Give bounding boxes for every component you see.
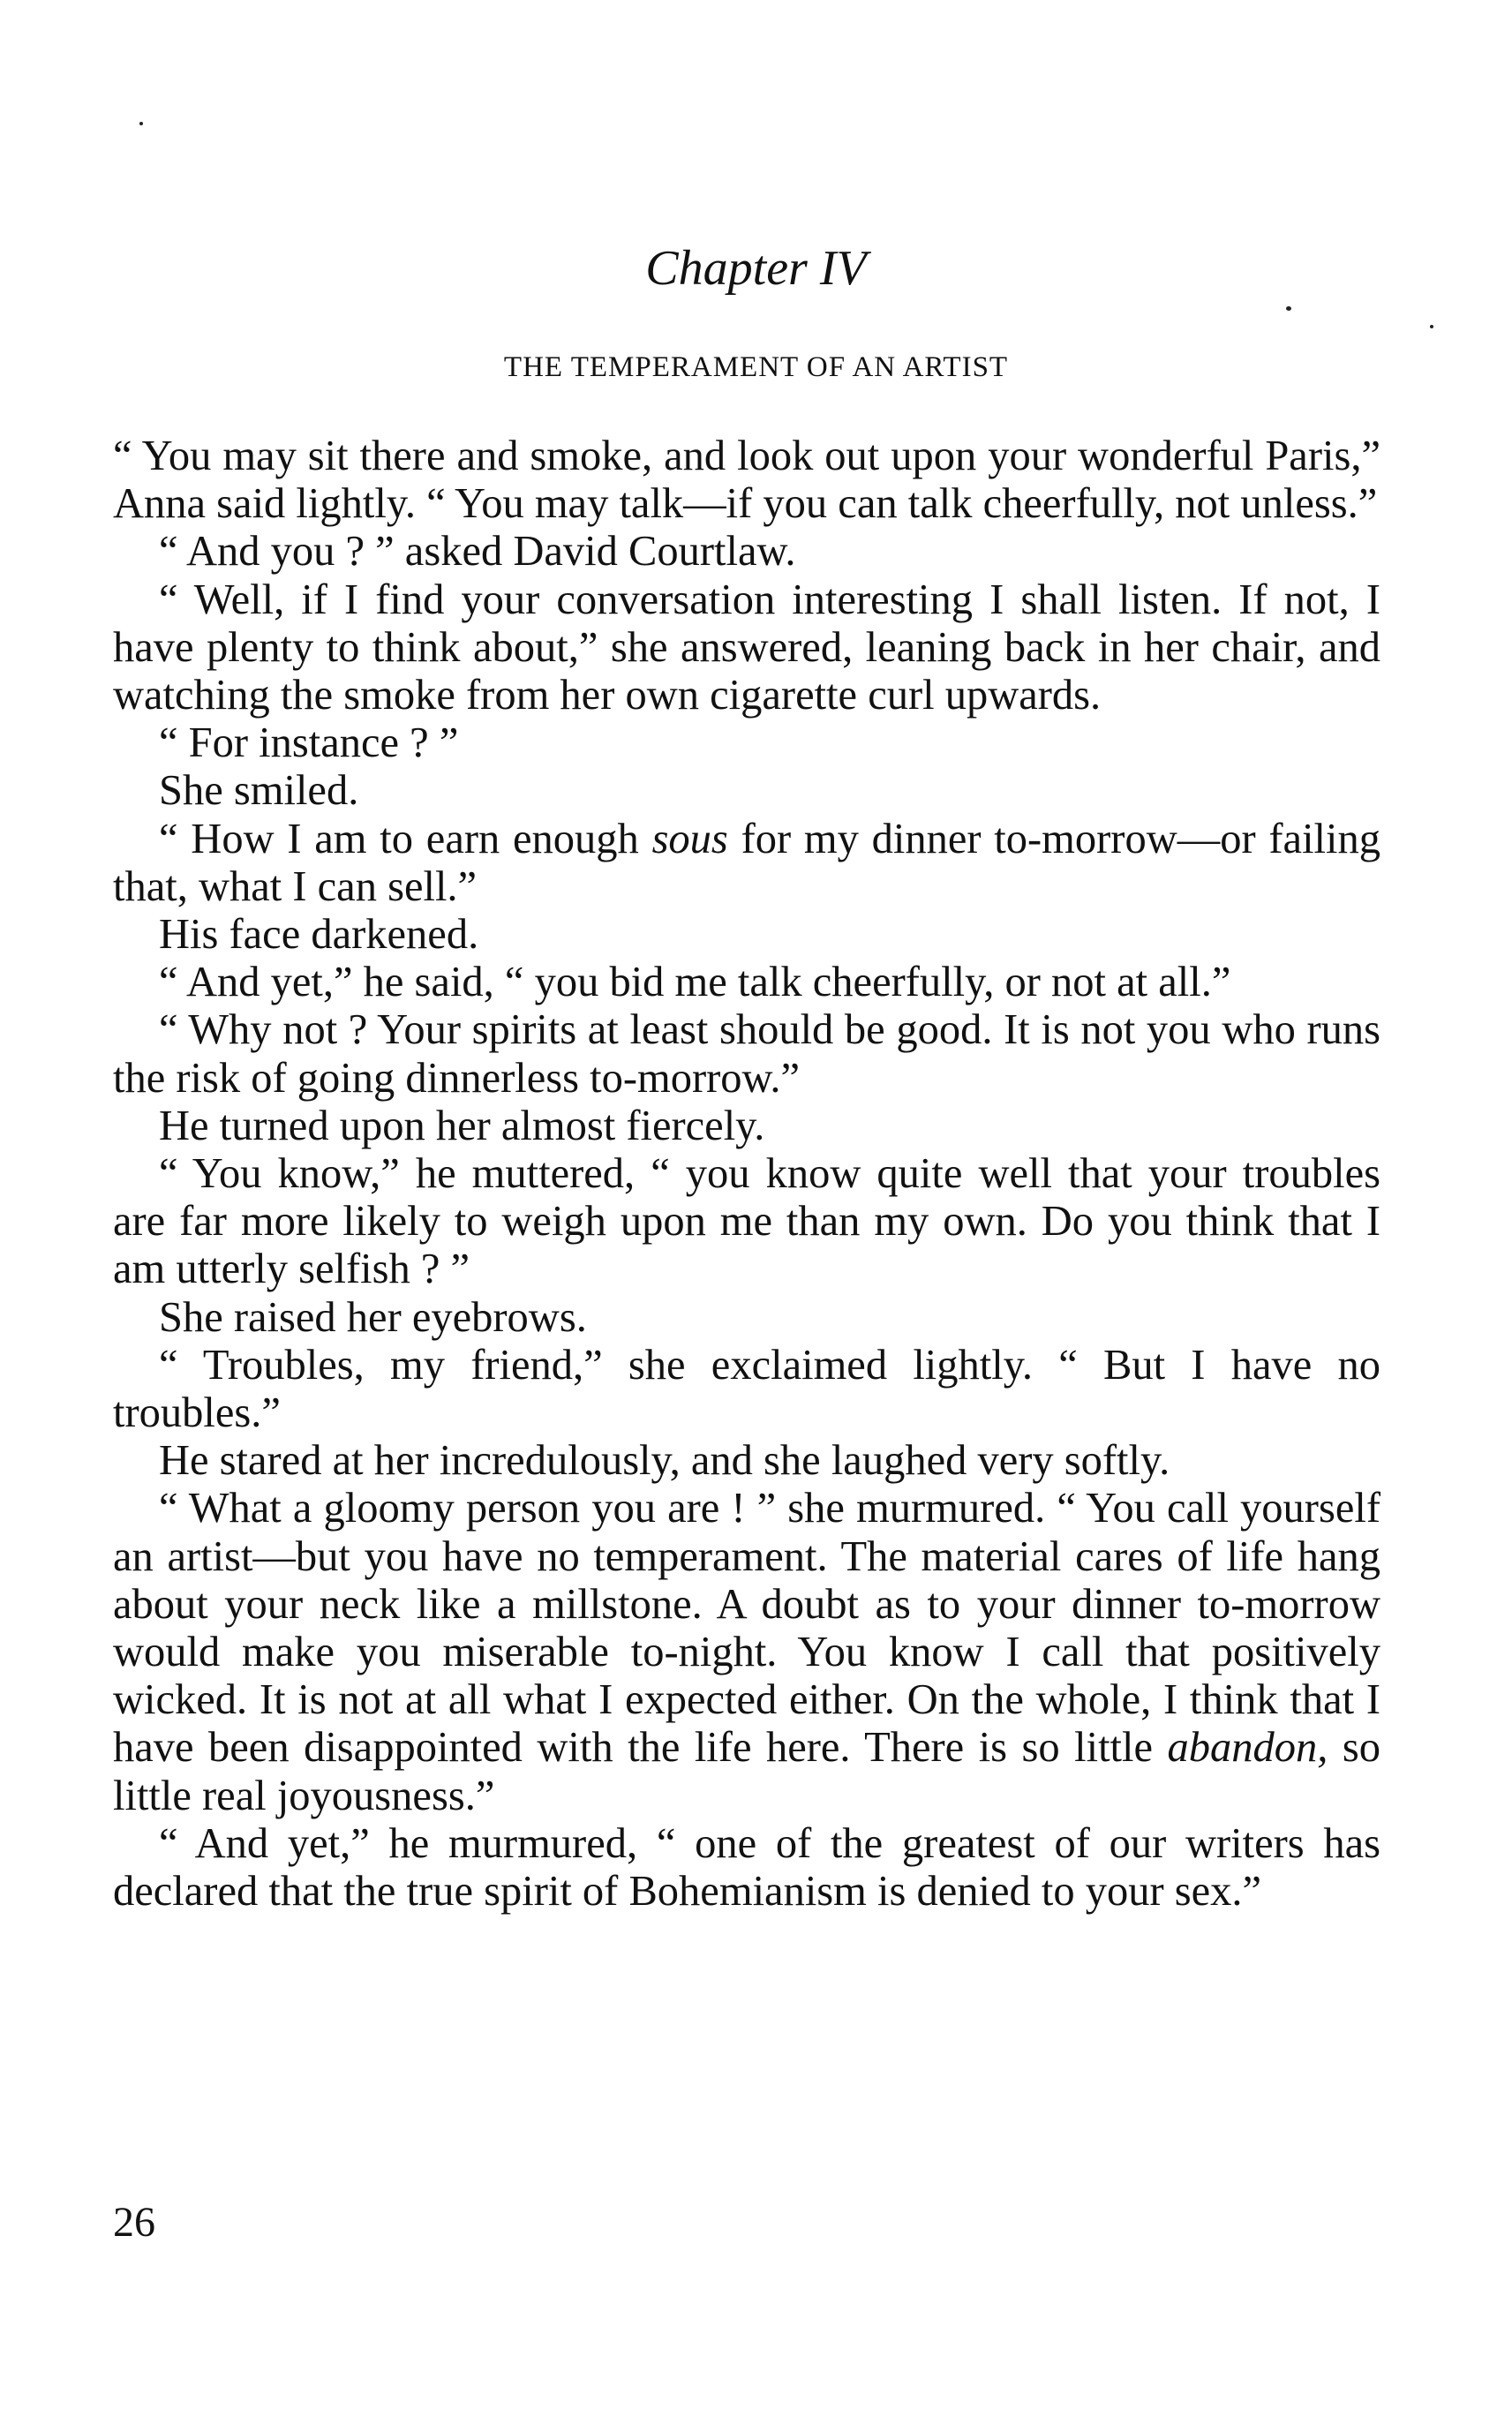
paragraph — [113, 1485, 1380, 1819]
page-number: 26 — [113, 2199, 155, 2246]
paragraph — [113, 433, 1380, 528]
paragraph — [113, 1103, 1380, 1150]
print-speck — [1430, 325, 1433, 328]
paragraph — [113, 576, 1380, 720]
text-segment: so little real joyousness.” — [113, 1724, 1380, 1819]
print-speck — [1286, 306, 1291, 311]
text-segment: “ Why not ? Your spirits at least should be good. It is not you who runs the risk of going dinnerless to-morrow.” — [113, 1006, 1380, 1102]
text-segment: “ You may sit there and smoke, and look out upon your wonderful Paris,” Anna said lightly. “ You may talk—if you can talk cheerfully, not unless.” — [113, 433, 1380, 528]
text-segment: “ Troubles, my friend,” she exclaimed lightly. “ But I have no troubles.” — [113, 1341, 1380, 1437]
text-segment: She raised her eyebrows. — [159, 1293, 587, 1341]
paragraph — [113, 528, 1380, 576]
text-segment: “ Well, if I find your conversation interesting I shall listen. If not, I have plenty to think about,” she answered, leaning back in her chair, and watching the smoke from her own cigarette curl upwards. — [113, 576, 1380, 719]
text-segment: “ You know,” he muttered, “ you know quite well that your troubles are far more likely to weigh upon me than my own. Do you think that I am utterly selfish ? ” — [113, 1150, 1380, 1293]
paragraph — [113, 1006, 1380, 1102]
text-segment: “ And yet,” he murmured, “ one of the greatest of our writers has declared that the true spirit of Bohemianism is denied to your sex.” — [113, 1819, 1380, 1916]
paragraph — [113, 719, 1380, 767]
paragraph — [113, 1437, 1380, 1485]
paragraph — [113, 1294, 1380, 1342]
text-segment: She smiled. — [159, 767, 359, 815]
italic-text: abandon, — [1167, 1724, 1328, 1772]
paragraph — [113, 911, 1380, 959]
chapter-title: Chapter IV — [645, 241, 867, 296]
text-segment: “ And yet,” he said, “ you bid me talk cheerfully, or not at all.” — [159, 959, 1231, 1006]
text-segment: for my dinner to-morrow—or failing that, what I can sell.” — [113, 815, 1381, 910]
paragraph — [113, 1150, 1380, 1294]
text-segment: He turned upon her almost fiercely. — [159, 1102, 765, 1149]
text-segment: He stared at her incredulously, and she laughed very softly. — [159, 1437, 1170, 1485]
text-segment: “ What a gloomy person you are ! ” she murmured. “ You call yourself an artist—but you have no temperament. The material cares of life hang about your neck like a millstone. A doubt as to your dinner to-morrow would make you miserable to-night. You know I call that positively wicked. It is not at all what I expected either. On the whole, I think that I have been disappointed with the life here. There is so little — [113, 1485, 1380, 1772]
chapter-body — [113, 433, 1380, 1916]
paragraph — [113, 1342, 1380, 1437]
italic-text: sous — [651, 815, 728, 862]
text-segment: “ And you ? ” asked David Courtlaw. — [159, 528, 796, 576]
paragraph — [113, 816, 1380, 911]
text-segment: “ For instance ? ” — [159, 719, 459, 767]
print-speck — [139, 122, 143, 125]
paragraph — [113, 767, 1380, 815]
paragraph — [113, 1820, 1380, 1916]
paragraph — [113, 959, 1380, 1006]
text-segment: “ How I am to earn enough — [159, 815, 652, 862]
chapter-subtitle: THE TEMPERAMENT OF AN ARTIST — [503, 351, 1009, 383]
text-segment: His face darkened. — [159, 911, 479, 959]
